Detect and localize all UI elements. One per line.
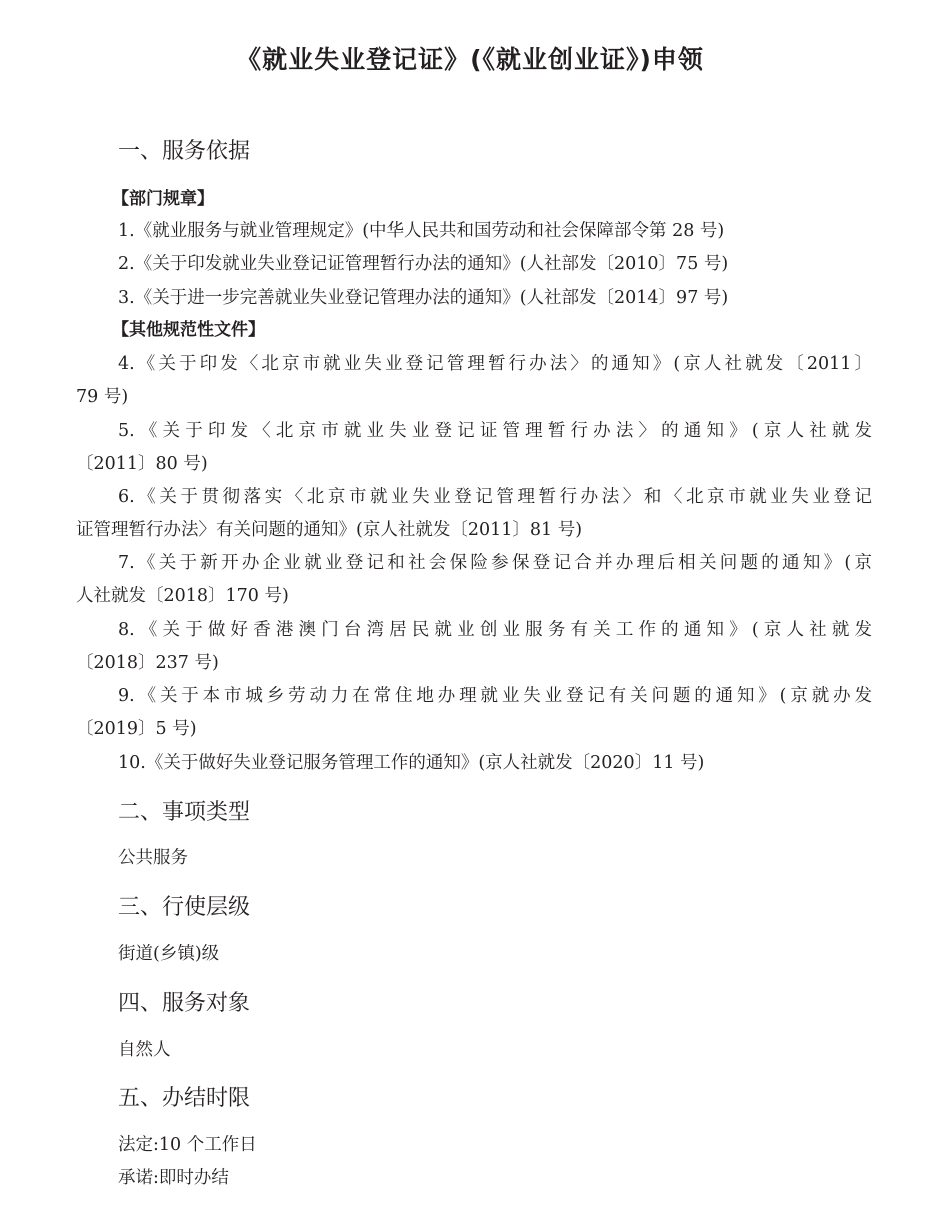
other-doc-line: 6.《关于贯彻落实〈北京市就业失业登记管理暂行办法〉和〈北京市就业失业登记	[118, 487, 872, 507]
other-doc-line: 79 号)	[76, 387, 129, 407]
other-doc-line: 4.《关于印发〈北京市就业失业登记管理暂行办法〉的通知》(京人社就发〔2011〕	[118, 354, 872, 374]
other-doc-line: 〔2011〕80 号)	[76, 454, 208, 474]
regulations-label: 【部门规章】	[112, 189, 214, 209]
other-doc-line: 人社就发〔2018〕170 号)	[76, 586, 289, 606]
section-heading-type: 二、事项类型	[118, 800, 251, 825]
other-docs-label: 【其他规范性文件】	[112, 320, 265, 340]
page-title: 《就业失业登记证》(《就业创业证》)申领	[236, 45, 704, 74]
other-doc-line: 〔2019〕5 号)	[76, 719, 197, 739]
section-heading-level: 三、行使层级	[118, 895, 251, 920]
regulation-item: 2.《关于印发就业失业登记证管理暂行办法的通知》(人社部发〔2010〕75 号)	[118, 254, 729, 274]
other-doc-line: 10.《关于做好失业登记服务管理工作的通知》(京人社就发〔2020〕11 号)	[118, 753, 705, 773]
other-doc-line: 5.《关于印发〈北京市就业失业登记证管理暂行办法〉的通知》(京人社就发	[118, 421, 872, 441]
section-heading-basis: 一、服务依据	[118, 139, 251, 164]
section-heading-target: 四、服务对象	[118, 991, 251, 1016]
timelimit-legal: 法定:10 个工作日	[118, 1135, 257, 1155]
other-doc-line: 证管理暂行办法〉有关问题的通知》(京人社就发〔2011〕81 号)	[76, 520, 583, 540]
other-doc-line: 〔2018〕237 号)	[76, 653, 219, 673]
type-value: 公共服务	[118, 848, 188, 868]
level-value: 街道(乡镇)级	[118, 944, 220, 964]
regulation-item: 3.《关于进一步完善就业失业登记管理办法的通知》(人社部发〔2014〕97 号)	[118, 288, 729, 308]
timelimit-promise: 承诺:即时办结	[118, 1168, 229, 1188]
other-doc-line: 8.《关于做好香港澳门台湾居民就业创业服务有关工作的通知》(京人社就发	[118, 620, 872, 640]
target-value: 自然人	[118, 1040, 171, 1060]
regulation-item: 1.《就业服务与就业管理规定》(中华人民共和国劳动和社会保障部令第 28 号)	[118, 221, 725, 241]
other-doc-line: 9.《关于本市城乡劳动力在常住地办理就业失业登记有关问题的通知》(京就办发	[118, 686, 872, 706]
section-heading-timelimit: 五、办结时限	[118, 1086, 251, 1111]
other-doc-line: 7.《关于新开办企业就业登记和社会保险参保登记合并办理后相关问题的通知》(京	[118, 553, 872, 573]
